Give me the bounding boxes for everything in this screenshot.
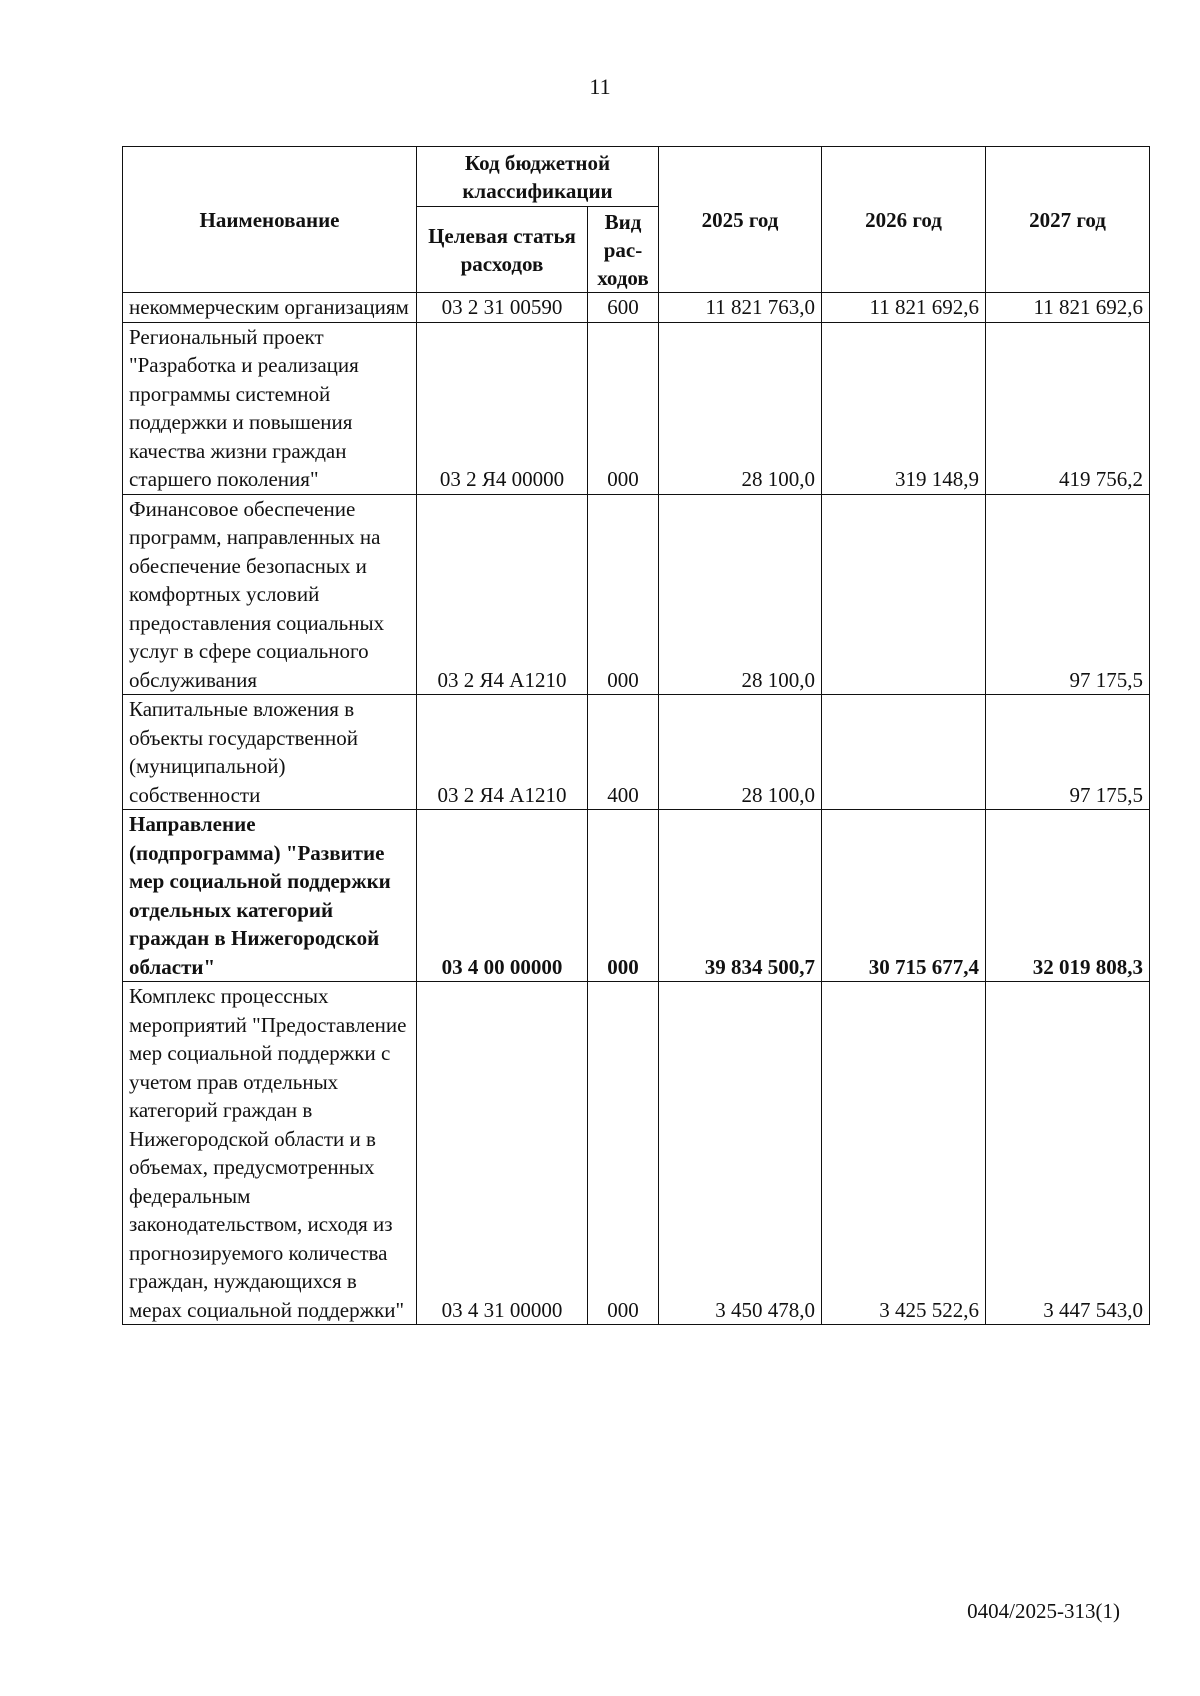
row-2027-value: 97 175,5	[986, 494, 1150, 695]
row-name: Финансовое обеспечение программ, направленных на обеспечение безопасных и комфортных условий предоставления социальных услуг в сфере социального обслуживания	[123, 494, 417, 695]
row-target-code: 03 4 31 00000	[417, 982, 588, 1325]
table-row	[123, 695, 1150, 810]
row-name: Капитальные вложения в объекты государственной (муниципальной) собственности	[123, 695, 417, 810]
header-expense-kind: Вид рас-ходов	[588, 207, 659, 293]
row-expense-kind: 600	[588, 293, 659, 323]
table-row	[123, 293, 1150, 323]
row-target-code: 03 2 Я4 А1210	[417, 695, 588, 810]
page-number: 11	[589, 74, 611, 99]
row-2025-value: 3 450 478,0	[659, 982, 822, 1325]
row-2026-value	[822, 494, 986, 695]
row-expense-kind: 000	[588, 322, 659, 494]
row-name: Комплекс процессных мероприятий "Предоставление мер социальной поддержки с учетом прав отдельных категорий граждан в Нижегородской области и в объемах, предусмотренных федеральным законодательством, исходя из прогнозируемого количества граждан, нуждающихся в мерах социальной поддержки"	[123, 982, 417, 1325]
header-2027: 2027 год	[986, 147, 1150, 293]
row-2025-value: 28 100,0	[659, 322, 822, 494]
row-2027-value: 419 756,2	[986, 322, 1150, 494]
row-2025-value: 39 834 500,7	[659, 810, 822, 982]
row-2026-value: 11 821 692,6	[822, 293, 986, 323]
budget-table	[122, 146, 1150, 1325]
header-budget-code: Код бюджетной классификации	[417, 147, 659, 207]
row-expense-kind: 000	[588, 810, 659, 982]
row-2026-value: 30 715 677,4	[822, 810, 986, 982]
row-expense-kind: 000	[588, 494, 659, 695]
row-target-code: 03 2 31 00590	[417, 293, 588, 323]
row-2027-value: 11 821 692,6	[986, 293, 1150, 323]
row-target-code: 03 2 Я4 00000	[417, 322, 588, 494]
row-name: некоммерческим организациям	[123, 293, 417, 323]
row-2025-value: 11 821 763,0	[659, 293, 822, 323]
row-target-code: 03 4 00 00000	[417, 810, 588, 982]
header-2025: 2025 год	[659, 147, 822, 293]
row-2027-value: 32 019 808,3	[986, 810, 1150, 982]
row-2025-value: 28 100,0	[659, 695, 822, 810]
document-code: 0404/2025-313(1)	[967, 1599, 1120, 1623]
row-2027-value: 3 447 543,0	[986, 982, 1150, 1325]
row-name: Региональный проект "Разработка и реализация программы системной поддержки и повышения качества жизни граждан старшего поколения"	[123, 322, 417, 494]
table-row	[123, 810, 1150, 982]
row-expense-kind: 400	[588, 695, 659, 810]
header-name: Наименование	[123, 147, 417, 293]
row-2026-value: 3 425 522,6	[822, 982, 986, 1325]
header-target-article: Целевая статья расходов	[417, 207, 588, 293]
row-2025-value: 28 100,0	[659, 494, 822, 695]
row-expense-kind: 000	[588, 982, 659, 1325]
table-row	[123, 494, 1150, 695]
table-row	[123, 322, 1150, 494]
row-2026-value: 319 148,9	[822, 322, 986, 494]
row-name: Направление (подпрограмма) "Развитие мер социальной поддержки отдельных категорий граждан в Нижегородской области"	[123, 810, 417, 982]
row-2027-value: 97 175,5	[986, 695, 1150, 810]
row-2026-value	[822, 695, 986, 810]
header-2026: 2026 год	[822, 147, 986, 293]
row-target-code: 03 2 Я4 А1210	[417, 494, 588, 695]
table-row	[123, 982, 1150, 1325]
